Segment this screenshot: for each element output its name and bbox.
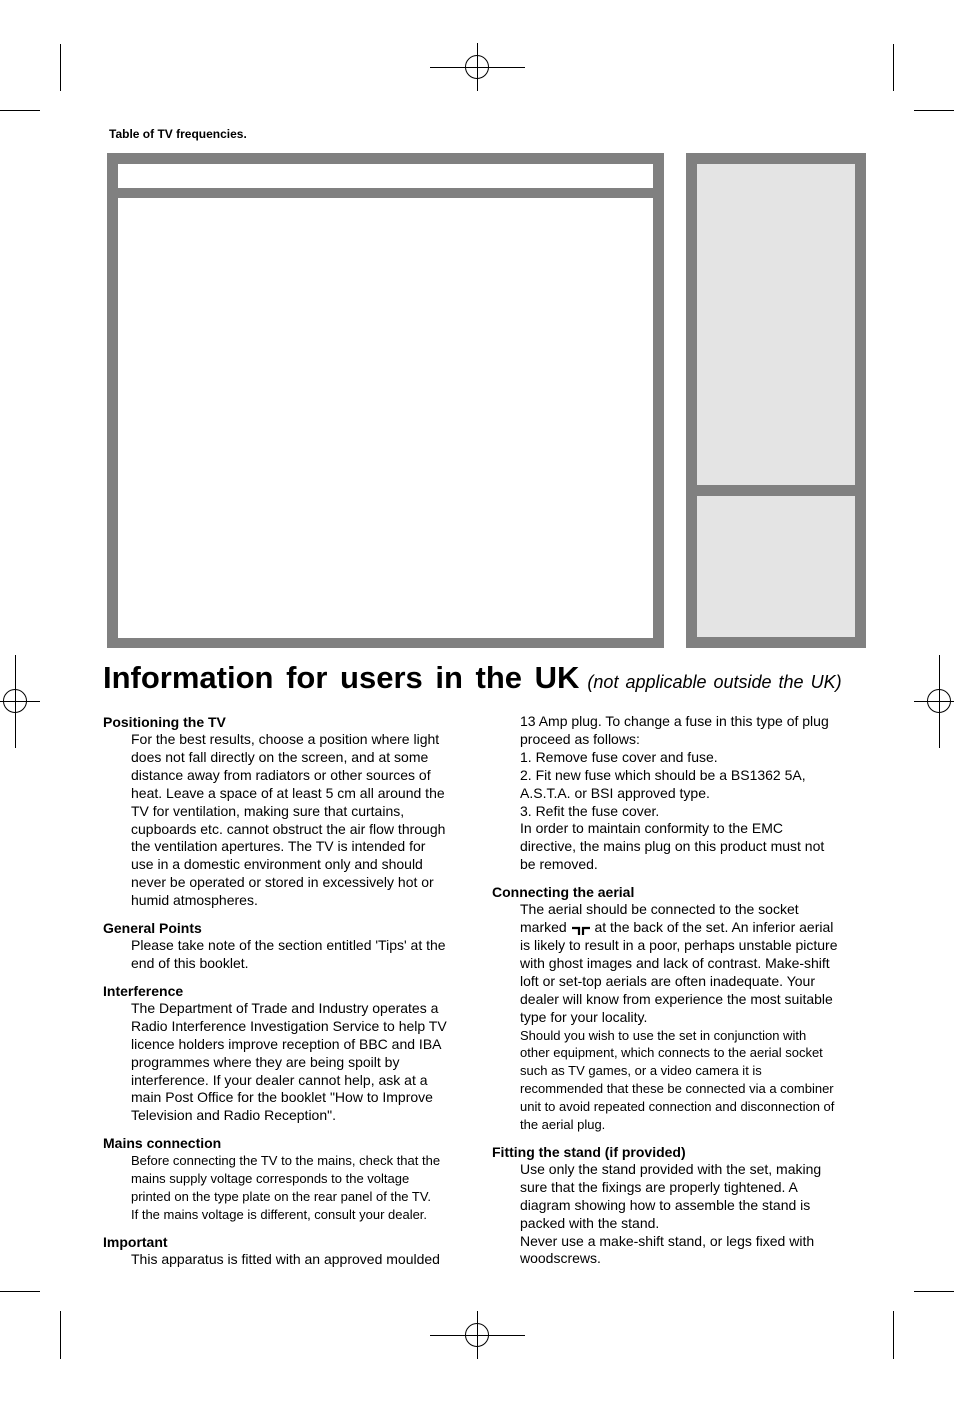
crop-mark-bottom-right-h [914, 1291, 954, 1292]
crop-mark-top-right-h [914, 110, 954, 111]
frequency-table-frame [107, 153, 664, 648]
crop-mark-top-left-h [0, 110, 40, 111]
crop-mark-bottom-right-v [893, 1311, 894, 1359]
section-heading-general-points: General Points [103, 920, 202, 937]
page-title-sub: (not applicable outside the UK) [587, 672, 842, 692]
section-body-mains: Before connecting the TV to the mains, check that the mains supply voltage corresponds to the voltage printed on the type plate on the rear panel of the TV. If the mains voltage is different, consult your dealer. [131, 1153, 441, 1222]
section-heading-important: Important [103, 1233, 168, 1250]
crop-mark-top-right-v [893, 44, 894, 91]
frequency-table-header [118, 164, 653, 188]
crop-mark-bottom-left-h [0, 1291, 40, 1292]
left-column [103, 713, 475, 1269]
crop-mark-bottom-left-v [60, 1311, 61, 1359]
page-title [103, 660, 863, 696]
section-body-stand: Use only the stand provided with the set, making sure that the fixings are properly tightened. A diagram showing how to assemble the stand is packed with the stand. Never use a make-shift stand, or legs fixed with woodscrews. [520, 1160, 822, 1267]
right-column [492, 713, 864, 1268]
aerial-socket-icon [571, 923, 591, 933]
frequency-table-body [118, 198, 653, 638]
section-heading-interference: Interference [103, 982, 184, 999]
section-heading-stand: Fitting the stand (if provided) [492, 1143, 686, 1160]
side-panel-lower [697, 496, 855, 637]
table-caption: Table of TV frequencies. [109, 127, 247, 141]
section-body-positioning: For the best results, choose a position where light does not fall directly on the screen, and at some distance away from radiators or other sources of heat. Leave a space of at least 5 cm all around the TV for ventilation, making sure that curtains, cupboards etc. cannot obstruct the air flow through the ventilation apertures. The TV is intended for use in a domestic environment only and should never be operated or stored in excessively hot or humid atmospheres. [131, 731, 446, 909]
page-title-main: Information for users in the UK [103, 660, 580, 695]
crop-mark-top-left-v [60, 44, 61, 91]
aerial-text-pre: The aerial should be connected to the socket marked [520, 901, 799, 936]
fuse-instructions: 13 Amp plug. To change a fuse in this type of plug proceed as follows: 1. Remove fuse cover and fuse. 2. Fit new fuse which should be a BS1362 5A, A.S.T.A. or BSI approved type. 3. Refit the fuse cover. In order to maintain conformity to the EMC directive, the mains plug on this product must not be removed. [520, 713, 829, 873]
section-body-important: This apparatus is fitted with an approved moulded [131, 1250, 440, 1267]
section-body-interference: The Department of Trade and Industry operates a Radio Interference Investigation Service to help TV licence holders improve reception of BBC and IBA programmes where they are being spoilt by interference. If your dealer cannot help, ask at a main Post Office for the booklet "How to Improve Television and Radio Reception". [131, 999, 447, 1124]
aerial-text-post: at the back of the set. An inferior aerial is likely to result in a poor, perhaps unstable picture with ghost images and lack of contrast. Make-shift loft or set-top aerials are often inadequate. Your dealer will know from experience the most suitable type for your locality. [520, 919, 838, 1025]
side-panel-frame [686, 153, 866, 648]
section-body-aerial-equipment: Should you wish to use the set in conjunction with other equipment, which connects to the aerial socket such as TV games, or a video camera it is recommended that these be connected via a combiner unit to avoid repeated connection and disconnection of the aerial plug. [520, 1027, 835, 1133]
section-heading-mains: Mains connection [103, 1135, 222, 1152]
side-panel-upper [697, 164, 855, 485]
section-body-general-points: Please take note of the section entitled 'Tips' at the end of this booklet. [131, 937, 446, 971]
section-body-aerial [520, 901, 864, 1026]
section-heading-positioning: Positioning the TV [103, 714, 226, 730]
section-heading-aerial: Connecting the aerial [492, 884, 635, 901]
